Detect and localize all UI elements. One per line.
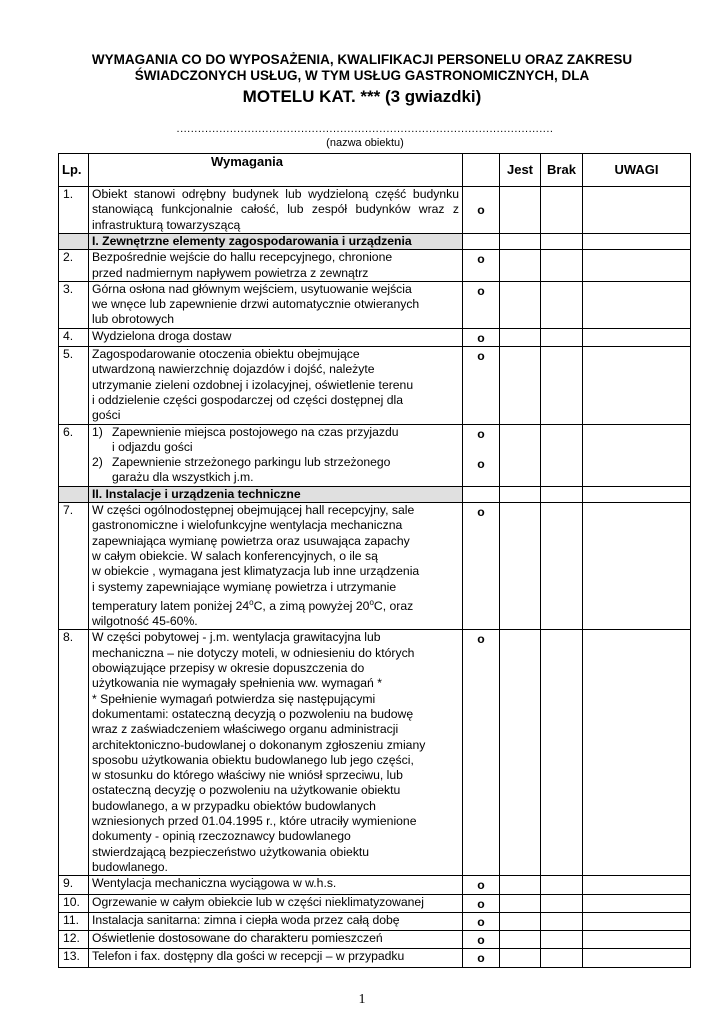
requirements-table <box>58 153 691 968</box>
object-name-line: .......................................................................................................... <box>176 123 554 135</box>
sub-item-number: 2) <box>92 455 103 470</box>
table-row <box>59 187 691 234</box>
requirement-mark: o <box>463 328 500 346</box>
requirement-line: budowlanego. <box>92 859 168 874</box>
section-heading: I. Zewnętrzne elementy zagospodarowania i urządzenia <box>89 234 463 250</box>
requirement-text <box>89 630 463 876</box>
brak-cell[interactable] <box>541 187 583 234</box>
row-number: 2. <box>59 250 89 282</box>
uwagi-cell[interactable] <box>583 328 691 346</box>
table-row <box>59 424 691 486</box>
requirement-mark: o <box>463 281 500 328</box>
uwagi-cell[interactable] <box>583 630 691 876</box>
requirement-line: i systemy zapewniające wymianę powietrza i utrzymanie <box>92 579 397 594</box>
table-row <box>59 250 691 282</box>
jest-cell[interactable] <box>500 931 541 949</box>
row-number: 11. <box>59 912 89 930</box>
title-line-3: MOTELU KAT. *** (3 gwiazdki) <box>242 87 482 106</box>
jest-cell[interactable] <box>500 328 541 346</box>
col-lp-header: Lp. <box>59 154 89 187</box>
requirement-text: Wydzielona droga dostaw <box>89 328 463 346</box>
requirement-line: w obiekcie , wymagana jest klimatyzacja lub inne urządzenia <box>92 564 420 579</box>
jest-cell[interactable] <box>500 949 541 967</box>
row-number: 1. <box>59 187 89 234</box>
requirement-line: dokumentami: ostateczną decyzją o pozwoleniu na budowę <box>92 706 414 721</box>
uwagi-cell[interactable] <box>583 894 691 912</box>
requirement-line: Górna osłona nad głównym wejściem, usytuowanie wejścia <box>92 281 412 296</box>
col-requirements-header: Wymagania <box>89 154 463 187</box>
jest-cell[interactable] <box>500 894 541 912</box>
requirement-line: W części ogólnodostępnej obejmującej hall recepcyjny, sale <box>92 503 415 518</box>
requirement-mark: o <box>463 187 500 234</box>
sub-item <box>92 455 459 486</box>
brak-cell[interactable] <box>541 630 583 876</box>
requirement-line: ostateczną decyzję o pozwoleniu na użytkowanie obiektu <box>92 783 401 798</box>
requirement-line: dokumenty - opinią rzeczoznawcy budowlanego <box>92 829 351 844</box>
brak-cell[interactable] <box>541 949 583 967</box>
requirement-mark <box>463 424 500 486</box>
brak-cell[interactable] <box>541 931 583 949</box>
requirement-mark: o <box>463 876 500 894</box>
uwagi-cell[interactable] <box>583 912 691 930</box>
requirement-line: W części pobytowej - j.m. wentylacja grawitacyjna lub <box>92 630 381 645</box>
requirement-text: Wentylacja mechaniczna wyciągowa w w.h.s. <box>89 876 463 894</box>
requirement-line: lub obrotowych <box>92 312 174 327</box>
requirement-line: utrzymanie zieleni ozdobnej i izolacyjnej, oświetlenie terenu <box>92 377 414 392</box>
requirement-mark-b: o <box>477 457 485 472</box>
jest-cell[interactable] <box>500 250 541 282</box>
requirement-mark: o <box>463 949 500 967</box>
requirement-line: Bezpośrednie wejście do hallu recepcyjnego, chronione <box>92 250 393 265</box>
jest-cell[interactable] <box>500 503 541 630</box>
row-number: 5. <box>59 347 89 424</box>
requirement-line: w całym obiekcie. W salach konferencyjnych, o ile są <box>92 548 378 563</box>
page-number: 1 <box>358 992 366 1007</box>
requirement-mark: o <box>463 503 500 630</box>
title-line-2: ŚWIADCZONYCH USŁUG, W TYM USŁUG GASTRONOMICZNYCH, DLA <box>134 68 590 83</box>
requirement-line: obowiązujące przepisy w okresie dopuszczenia do <box>92 661 365 676</box>
requirement-text <box>89 250 463 282</box>
table-row <box>59 876 691 894</box>
requirement-text: Instalacja sanitarna: zimna i ciepła woda przez całą dobę <box>89 912 463 930</box>
row-number: 13. <box>59 949 89 967</box>
row-number: 12. <box>59 931 89 949</box>
requirement-line: Zapewnienie strzeżonego parkingu lub strzeżonego <box>112 455 391 470</box>
requirement-line: gastronomiczne i wielofunkcyjne wentylacja mechaniczna <box>92 518 403 533</box>
jest-cell[interactable] <box>500 630 541 876</box>
row-number: 7. <box>59 503 89 630</box>
brak-cell[interactable] <box>541 503 583 630</box>
requirement-text <box>89 347 463 424</box>
requirement-line: mechaniczna – nie dotyczy moteli, w odniesieniu do których <box>92 645 415 660</box>
requirement-line: użytkowania nie wymagały spełnienia ww. wymagań * <box>92 676 382 691</box>
requirement-line: architektoniczno-budowlanej o dokonanym zgłoszeniu zmiany <box>92 737 426 752</box>
table-row <box>59 931 691 949</box>
section-row <box>59 486 691 502</box>
requirement-line: temperatury latem poniżej 24$^o$C, a zimą powyżej 20$^o$C, oraz <box>92 597 414 613</box>
requirement-mark: o <box>463 912 500 930</box>
requirement-line: we wnęce lub zapewnienie drzwi automatycznie otwieranych <box>92 297 420 312</box>
table-header-row <box>59 154 691 187</box>
requirement-text: Ogrzewanie w całym obiekcie lub w części nieklimatyzowanej <box>89 894 463 912</box>
requirement-line: sposobu użytkowania obiektu budowlanego lub jego części, <box>92 752 414 767</box>
table-row <box>59 949 691 967</box>
row-number: 8. <box>59 630 89 876</box>
requirement-line: przed nadmiernym napływem powietrza z zewnątrz <box>92 265 369 280</box>
requirement-mark: o <box>463 630 500 876</box>
requirement-mark: o <box>463 347 500 424</box>
requirement-line: garażu dla wszystkich j.m. <box>112 470 254 485</box>
row-number: 10. <box>59 894 89 912</box>
requirement-mark-a: o <box>477 426 485 441</box>
document-title <box>40 52 684 84</box>
requirement-line: gości <box>92 408 121 423</box>
requirement-line: w stosunku do którego właściwy nie wniósł sprzeciwu, lub <box>92 768 403 783</box>
jest-cell[interactable] <box>500 187 541 234</box>
uwagi-cell[interactable] <box>583 347 691 424</box>
table-row <box>59 630 691 876</box>
requirement-line: zapewniająca wymianę powietrza oraz usuwająca zapachy <box>92 533 410 548</box>
uwagi-cell[interactable] <box>583 931 691 949</box>
requirement-line: budowlanego, a w przypadku obiektów budowlanych <box>92 798 376 813</box>
requirement-text: Oświetlenie dostosowane do charakteru pomieszczeń <box>89 931 463 949</box>
row-number: 4. <box>59 328 89 346</box>
uwagi-cell[interactable] <box>583 876 691 894</box>
requirement-mark: o <box>463 250 500 282</box>
section-row <box>59 234 691 250</box>
jest-cell[interactable] <box>500 347 541 424</box>
brak-cell[interactable] <box>541 894 583 912</box>
section-heading: II. Instalacje i urządzenia techniczne <box>89 486 463 502</box>
table-row <box>59 281 691 328</box>
col-jest-header: Jest <box>500 154 541 187</box>
row-number: 6. <box>59 424 89 486</box>
requirement-line: Zagospodarowanie otoczenia obiektu obejmujące <box>92 347 360 362</box>
jest-cell[interactable] <box>500 876 541 894</box>
requirement-line: * Spełnienie wymagań potwierdza się następującymi <box>92 691 376 706</box>
requirement-line: wzniesionych przed 01.04.1995 r., które utraciły wymienione <box>92 814 417 829</box>
table-row <box>59 328 691 346</box>
brak-cell[interactable] <box>541 281 583 328</box>
requirement-line: utwardzoną nawierzchnię dojazdów i dojść, należyte <box>92 362 375 377</box>
sub-item <box>92 425 459 456</box>
uwagi-cell[interactable] <box>583 250 691 282</box>
brak-cell[interactable] <box>541 876 583 894</box>
requirement-line: i odjazdu gości <box>112 439 193 454</box>
uwagi-cell[interactable] <box>583 281 691 328</box>
col-uwagi-header: UWAGI <box>583 154 691 187</box>
requirement-line: i oddzielenie części gospodarczej od części dostępnej dla <box>92 392 403 407</box>
table-row <box>59 347 691 424</box>
col-mark-header <box>463 154 500 187</box>
requirement-text <box>89 281 463 328</box>
jest-cell[interactable] <box>500 424 541 486</box>
title-line-1: WYMAGANIA CO DO WYPOSAŻENIA, KWALIFIKACJI PERSONELU ORAZ ZAKRESU <box>91 52 633 67</box>
object-name-caption: (nazwa obiektu) <box>326 137 404 149</box>
brak-cell[interactable] <box>541 328 583 346</box>
uwagi-cell[interactable] <box>583 424 691 486</box>
uwagi-cell[interactable] <box>583 503 691 630</box>
row-number: 9. <box>59 876 89 894</box>
brak-cell[interactable] <box>541 912 583 930</box>
requirement-line: stwierdzającą bezpieczeństwo użytkowania obiektu <box>92 844 370 859</box>
table-row <box>59 503 691 630</box>
brak-cell[interactable] <box>541 347 583 424</box>
brak-cell[interactable] <box>541 250 583 282</box>
uwagi-cell[interactable] <box>583 187 691 234</box>
requirement-text <box>89 503 463 630</box>
sub-item-number: 1) <box>92 424 103 439</box>
uwagi-cell[interactable] <box>583 949 691 967</box>
table-row <box>59 912 691 930</box>
requirement-mark: o <box>463 931 500 949</box>
requirement-text: Obiekt stanowi odrębny budynek lub wydzieloną część budynku stanowiącą funkcjonalnie całość, lub zespół budynków wraz z infrastrukturą towarzyszącą <box>89 187 463 234</box>
requirement-mark: o <box>463 894 500 912</box>
requirement-text: Telefon i fax. dostępny dla gości w recepcji – w przypadku <box>89 949 463 967</box>
requirement-line: wilgotność 45-60%. <box>92 614 198 629</box>
requirement-line: Zapewnienie miejsca postojowego na czas przyjazdu <box>112 424 399 439</box>
brak-cell[interactable] <box>541 424 583 486</box>
jest-cell[interactable] <box>500 281 541 328</box>
requirement-line: wraz z zaświadczeniem właściwego organu administracji <box>92 722 399 737</box>
requirement-text <box>89 424 463 486</box>
table-row <box>59 894 691 912</box>
col-brak-header: Brak <box>541 154 583 187</box>
jest-cell[interactable] <box>500 912 541 930</box>
row-number: 3. <box>59 281 89 328</box>
